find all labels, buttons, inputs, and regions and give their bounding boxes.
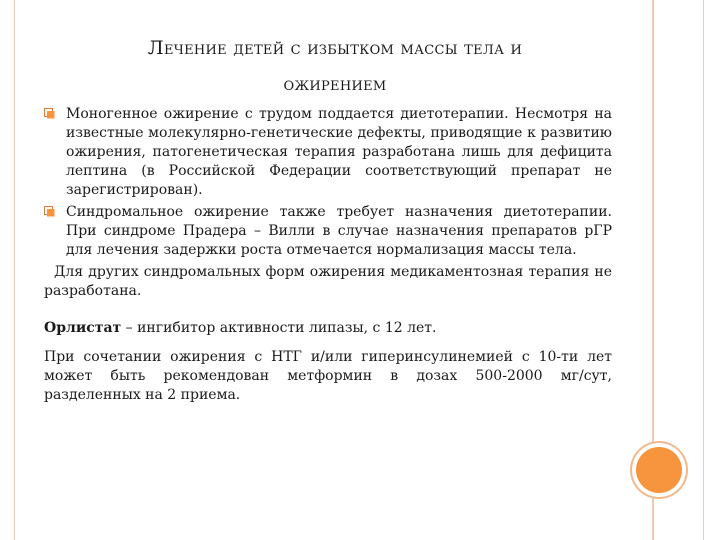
title-line-1: Лечение детей с избытком массы тела и: [147, 37, 523, 59]
bullet-item: [44, 203, 612, 260]
bullet-text: Моногенное ожирение с трудом поддается диетотерапии. Несмотря на известные молекулярно-генетические дефекты, приводящие к развитию ожирения, патогенетическая терапия разработана лишь для дефицита лептина (в Российской Федерации соответствующий препарат не зарегистрирован).: [66, 106, 612, 198]
paragraph-other-forms: Для других синдромальных форм ожирения медикаментозная терапия не разработана.: [44, 264, 612, 299]
bullet-item: [44, 105, 612, 200]
paragraph-metformin: При сочетании ожирения с НТГ и/или гиперинсулинемией с 10-ти лет может быть рекомендован метформин в дозах 500-2000 мг/сут, разделенных на 2 приема.: [44, 349, 612, 403]
square-bullet-icon: [44, 206, 55, 217]
slide-title: [40, 30, 630, 102]
square-bullet-icon: [44, 108, 55, 119]
title-line-2: ожирением: [283, 73, 387, 95]
paragraph-orlistat: [44, 319, 612, 338]
orlistat-term: Орлистат: [44, 320, 122, 336]
decorative-circle-icon: [636, 447, 682, 493]
slide-content: [44, 105, 612, 405]
bullet-text: Синдромальное ожирение также требует назначения диетотерапии. При синдроме Прадера – Вилли в случае назначения препаратов рГР для лечения задержки роста отмечается нормализация массы тела.: [66, 204, 612, 258]
orlistat-description: – ингибитор активности липазы, с 12 лет.: [121, 320, 437, 336]
